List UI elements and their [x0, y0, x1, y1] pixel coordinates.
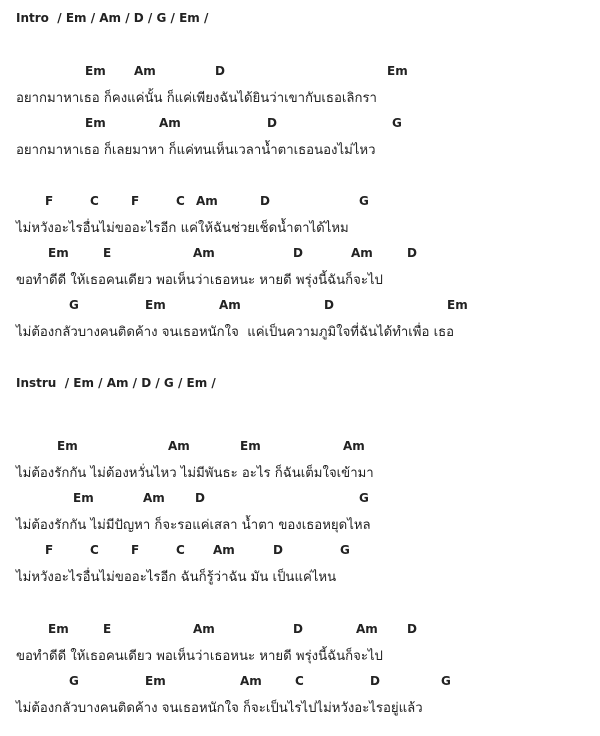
chord: G — [392, 116, 402, 130]
chord: E — [103, 246, 112, 260]
chord: G — [69, 674, 79, 688]
chord: F — [131, 194, 140, 208]
chord: Em — [145, 674, 166, 688]
lyric-line: ไม่หวังอะไรอื่นไม่ขออะไรอีก ฉันก็รู้ว่าฉัน มัน เป็นแค่ไหน — [16, 570, 337, 585]
chord: Am — [193, 622, 215, 636]
chord: D — [370, 674, 380, 688]
chord: D — [273, 543, 283, 557]
instru-label: Instru / Em / Am / D / G / Em / — [16, 376, 216, 390]
chord: Am — [213, 543, 235, 557]
chord: D — [407, 246, 417, 260]
chord: Em — [85, 64, 106, 78]
chord: G — [340, 543, 350, 557]
chord: G — [359, 194, 369, 208]
chord: D — [260, 194, 270, 208]
chord: Am — [351, 246, 373, 260]
chord: Am — [193, 246, 215, 260]
chord: G — [441, 674, 451, 688]
chord: Em — [73, 491, 94, 505]
lyric-line: ขอทำดีดี ให้เธอคนเดียว พอเห็นว่าเธอหนะ หายดี พรุ่งนี้ฉันก็จะไป — [16, 273, 383, 288]
chord: Em — [48, 622, 69, 636]
chord: Em — [447, 298, 468, 312]
chord: D — [324, 298, 334, 312]
chord: C — [295, 674, 304, 688]
lyric-line: ไม่ต้องกลัวบางคนติดค้าง จนเธอหนักใจ ก็จะเป็นไรไปไม่หวังอะไรอยู่แล้ว — [16, 701, 423, 716]
chord: Am — [240, 674, 262, 688]
lyric-line: ไม่หวังอะไรอื่นไม่ขออะไรอีก แค่ให้ฉันช่วยเช็ดน้ำตาได้ไหม — [16, 221, 349, 236]
chord: Am — [219, 298, 241, 312]
lyric-line: ไม่ต้องรักกัน ไม่ต้องหวั่นไหว ไม่มีพันธะ อะไร ก็ฉันเต็มใจเข้ามา — [16, 466, 374, 481]
chord: D — [195, 491, 205, 505]
chord: D — [293, 246, 303, 260]
chord: G — [69, 298, 79, 312]
lyric-line: ไม่ต้องกลัวบางคนติดค้าง จนเธอหนักใจ แค่เป็นความภูมิใจที่ฉันได้ทำเพื่อ เธอ — [16, 325, 455, 340]
chord: C — [90, 543, 99, 557]
chord: Em — [85, 116, 106, 130]
chord: Am — [356, 622, 378, 636]
chord: Am — [196, 194, 218, 208]
chord: Em — [48, 246, 69, 260]
chord: Am — [168, 439, 190, 453]
chord: D — [293, 622, 303, 636]
chord: D — [407, 622, 417, 636]
lyric-line: ไม่ต้องรักกัน ไม่มีปัญหา ก็จะรอแค่เสลา น้ำตา ของเธอหยุดไหล — [16, 518, 371, 533]
lyric-line: อยากมาหาเธอ ก็เลยมาหา ก็แค่ทนเห็นเวลาน้ำตาเธอนองไม่ไหว — [16, 143, 376, 158]
chord: C — [176, 543, 185, 557]
chord: E — [103, 622, 112, 636]
chord: Em — [57, 439, 78, 453]
chord: Am — [343, 439, 365, 453]
chord: D — [267, 116, 277, 130]
intro-label: Intro / Em / Am / D / G / Em / — [16, 11, 209, 25]
chord: Em — [387, 64, 408, 78]
chord: F — [45, 194, 54, 208]
chord: Am — [143, 491, 165, 505]
chord: F — [45, 543, 54, 557]
lyric-line: ขอทำดีดี ให้เธอคนเดียว พอเห็นว่าเธอหนะ หายดี พรุ่งนี้ฉันก็จะไป — [16, 649, 383, 664]
chord: D — [215, 64, 225, 78]
chord: F — [131, 543, 140, 557]
chord: G — [359, 491, 369, 505]
chord: Am — [159, 116, 181, 130]
lyric-line: อยากมาหาเธอ ก็คงแค่นั้น ก็แค่เพียงฉันได้ยินว่าเขากับเธอเลิกรา — [16, 91, 377, 106]
chord: C — [90, 194, 99, 208]
chord: Em — [145, 298, 166, 312]
chord: Am — [134, 64, 156, 78]
chord: C — [176, 194, 185, 208]
chord: Em — [240, 439, 261, 453]
